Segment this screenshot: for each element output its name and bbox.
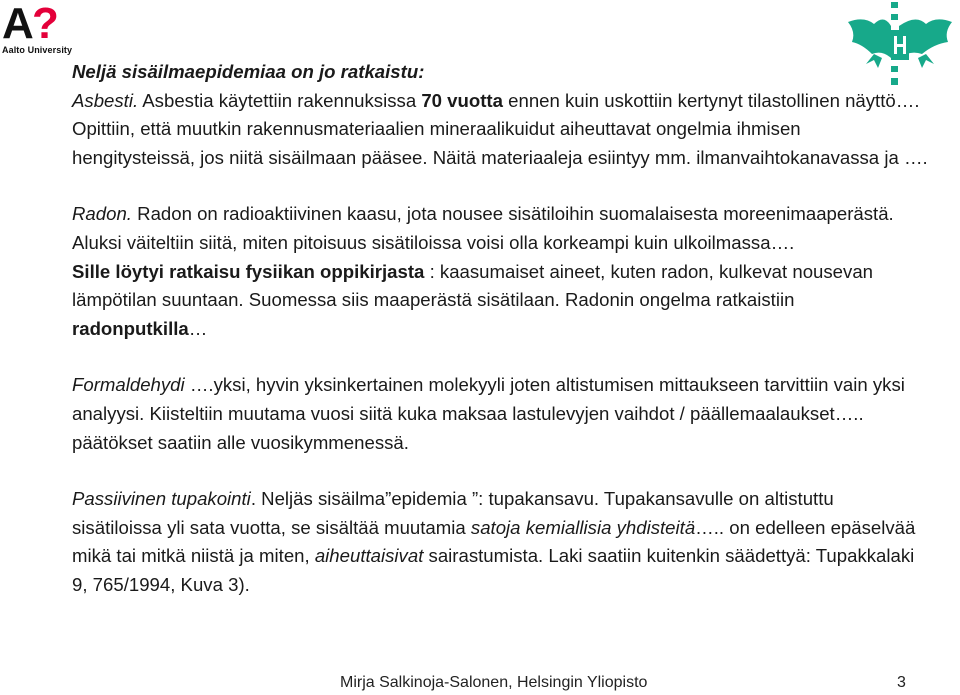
- smoking-text-2: ….. on edelleen epäselvää mikä tai mitkä niistä ja miten,: [72, 516, 916, 567]
- smoking-text-3: sairastumista. Laki saatiin kuitenkin säädettyä: Tupakkalaki 9, 765/1994, Kuva 3).: [72, 545, 915, 595]
- slide-heading: Neljä sisäilmaepidemiaa on jo ratkaistu:: [72, 61, 425, 82]
- page-number: 3: [897, 674, 906, 691]
- aalto-logo-icon: [2, 2, 70, 44]
- radon-text-1: Radon on radioaktiivinen kaasu, jota nousee sisätiloihin suomalaisesta moreenimaaperästä. Aluksi väiteltiin siitä, miten pitoisuus sisätiloissa voisi olla korkeampi kuin ulkoilmassa….: [72, 203, 894, 253]
- smoking-section: [72, 485, 928, 599]
- radon-text-3: …: [188, 317, 208, 339]
- aalto-university-name: Aalto University: [2, 45, 73, 55]
- radon-label: Radon.: [72, 203, 132, 225]
- slide-content: [72, 58, 928, 600]
- asbestos-text-1: Asbestia käytettiin rakennuksissa: [138, 89, 422, 111]
- formaldehyde-label: Formaldehydi: [72, 374, 185, 396]
- smoking-italic-cause: aiheuttaisivat: [314, 545, 424, 567]
- footer-author: Mirja Salkinoja-Salonen, Helsingin Yliopisto: [340, 674, 648, 691]
- svg-text:A: A: [2, 2, 34, 44]
- asbestos-bold-years: 70 vuotta: [421, 89, 503, 111]
- smoking-italic-compounds: satoja kemiallisia yhdisteitä: [470, 516, 696, 538]
- asbestos-section: [72, 58, 928, 172]
- radon-bold-pipes: radonputkilla: [72, 317, 189, 339]
- aalto-logo: [2, 2, 74, 58]
- formaldehyde-text: ….yksi, hyvin yksinkertainen molekyyli joten altistumisen mittaukseen tarvittiin vain yksi analyysi. Kiisteltiin muutama vuosi siitä kuka maksaa lastulevyjen vaihdot / päällemaalaukset….. päätökset saatiin alle vuosikymmenessä.: [72, 374, 905, 453]
- radon-bold-solution: Sille löytyi ratkaisu fysiikan oppikirjasta: [72, 260, 425, 282]
- asbestos-text-2: ennen kuin uskottiin kertynyt tilastollinen näyttö…. Opittiin, että muutkin rakennusmateriaalien mineraalikuidut aiheuttavat ongelmia ihmisen hengitysteissä, jos niitä sisäilmaan pääsee. Näitä materiaaleja esiintyy mm. ilmanvaihtokanavassa ja ….: [72, 89, 928, 168]
- smoking-text-1: . Neljäs sisäilma”epidemia ”: tupakansavu. Tupakansavulle on altistuttu sisätiloissa yli sata vuotta, se sisältää muutamia: [72, 488, 834, 538]
- smoking-label: Passiivinen tupakointi: [72, 488, 251, 510]
- asbestos-label: Asbesti.: [72, 89, 139, 111]
- radon-section: [72, 200, 928, 343]
- radon-text-2: : kaasumaiset aineet, kuten radon, kulkevat nousevan lämpötilan suuntaan. Suomessa siis maaperästä sisätilaan. Radonin ongelma ratkaistiin: [72, 260, 873, 311]
- formaldehyde-section: [72, 371, 928, 457]
- svg-text:?: ?: [32, 2, 59, 44]
